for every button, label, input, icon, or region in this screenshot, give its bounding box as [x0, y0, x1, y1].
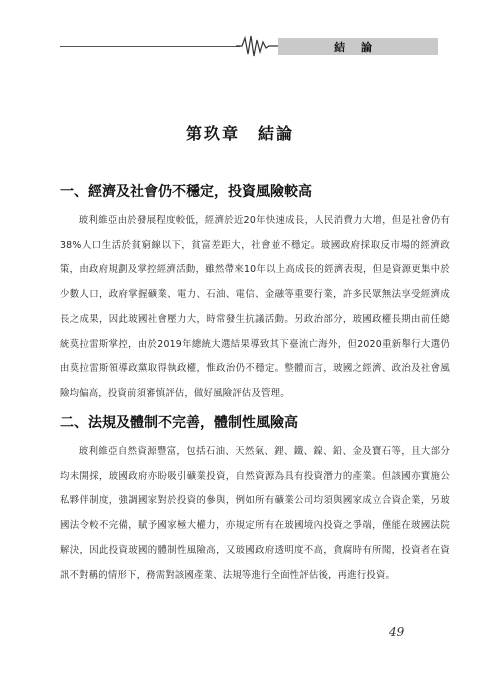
section-economy-society: [60, 183, 450, 407]
section-regulation-institution: [60, 414, 450, 588]
header-rule: [60, 46, 240, 47]
heartbeat-line-icon: [236, 34, 282, 58]
section-heading: 一、經濟及社會仍不穩定，投資風險較高: [60, 184, 312, 200]
running-header: [278, 38, 438, 55]
section-body: 玻利維亞自然資源豐富，包括石油、天然氣、鋰、鐵、鎳、鉛、金及寶石等，且大部分均未開採，玻國政府亦盼吸引礦業投資，自然資源為具有投資潛力的產業。但該國亦實施公私夥伴制度，強調國家對於投資的參與，例如所有礦業公司均須與國家成立合資企業，另玻國法令較不完備，賦予國家極大權力，亦規定所有在玻國境內投資之爭端，僅能在玻國法院解決，因此投資玻國的體制性風險高，又玻國政府透明度不高，貪腐時有所聞，投資者在資訊不對稱的情形下，務需對該國產業、法規等進行全面性評估後，再進行投資。: [60, 446, 450, 581]
section-body: 玻利維亞由於發展程度較低，經濟於近20年快速成長，人民消費力大增，但是社會仍有38%人口生活於貧窮線以下，貧富差距大，社會並不穩定。玻國政府採取反市場的經濟政策，由政府規劃及掌控經濟活動，雖然帶來10年以上高成長的經濟表現，但是資源更集中於少數人口，政府掌握礦業、電力、石油、電信、金融等重要行業，許多民眾無法享受經濟成長之成果，因此玻國社會壓力大，時常發生抗議活動。另政治部分，玻國政權長期由前任總統莫拉雷斯掌控，由於2019年總統大選結果導致其下臺流亡海外，但2020重新舉行大選仍由莫拉雷斯領導政黨取得執政權，惟政治仍不穩定。整體而言，玻國之經濟、政治及社會風險均偏高，投資前須審慎評估，做好風險評估及管理。: [60, 215, 450, 399]
section-heading: 二、法規及體制不完善，體制性風險高: [60, 415, 298, 431]
running-header-label: 結 論: [334, 41, 378, 54]
page-number: 49: [389, 625, 405, 639]
chapter-title: 第玖章 結論: [185, 124, 294, 143]
